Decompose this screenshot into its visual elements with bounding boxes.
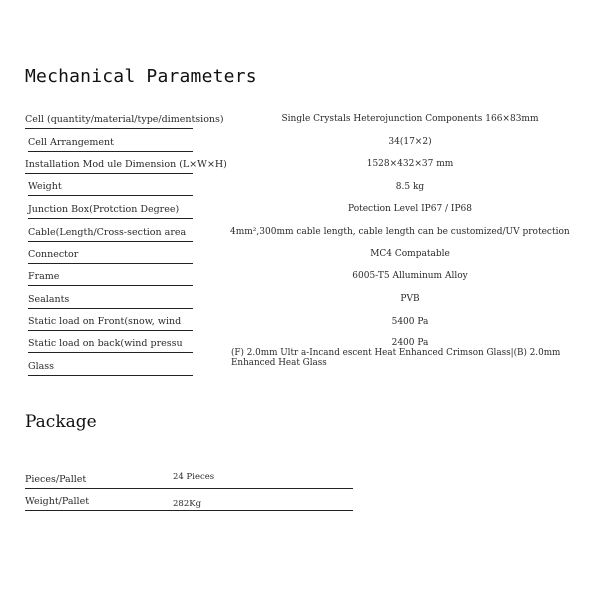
param-value-sealants: PVB [400,294,420,304]
param-label-connector: Connector [28,247,193,264]
param-value-module-dimension: 1528×432×37 mm [366,159,454,169]
param-label-sealants: Sealants [28,292,193,309]
param-value-static-load-back: 2400 Pa [391,338,429,348]
param-value-cell-arrangement: 34(17×2) [388,137,432,147]
param-label-glass: Glass [28,359,193,376]
param-label-cell-arrangement: Cell Arrangement [28,135,193,152]
param-label-static-load-front: Static load on Front(snow, wind [28,314,193,331]
param-value-junction-box: Potection Level IP67 / IP68 [348,204,472,214]
package-heading: Package [25,412,97,432]
param-value-connector: MC4 Compatable [370,249,450,259]
param-value-cable: 4mm²,300mm cable length, cable length can be customized/UV protection [230,227,570,237]
param-value-weight: 8.5 kg [395,182,425,192]
package-value-pieces-per-pallet: 24 Pieces [173,472,215,482]
param-value-cell: Single Crystals Heterojunction Components 166×83mm [281,114,539,124]
param-value-glass: (F) 2.0mm Ultr a-Incand escent Heat Enhanced Crimson Glass|(B) 2.0mm Enhanced Heat Glass [231,348,561,368]
param-label-junction-box: Junction Box(Protction Degree) [28,202,193,219]
param-label-cable: Cable(Length/Cross-section area [28,225,193,242]
package-label-weight-per-pallet: Weight/Pallet [25,496,353,511]
param-value-static-load-front: 5400 Pa [391,317,429,327]
param-label-weight: Weight [28,179,193,196]
param-label-frame: Frame [28,269,193,286]
param-value-frame: 6005-T5 Alluminum Alloy [352,271,468,281]
package-label-pieces-per-pallet: Pieces/Pallet [25,474,353,489]
package-value-weight-per-pallet: 282Kg [173,499,202,509]
mechanical-parameters-heading: Mechanical Parameters [25,66,257,87]
param-label-cell: Cell (quantity/material/type/dimentsions) [25,112,193,129]
param-label-static-load-back: Static load on back(wind pressu [28,336,193,353]
param-label-module-dimension: Installation Mod ule Dimension (L×W×H) [25,157,193,174]
